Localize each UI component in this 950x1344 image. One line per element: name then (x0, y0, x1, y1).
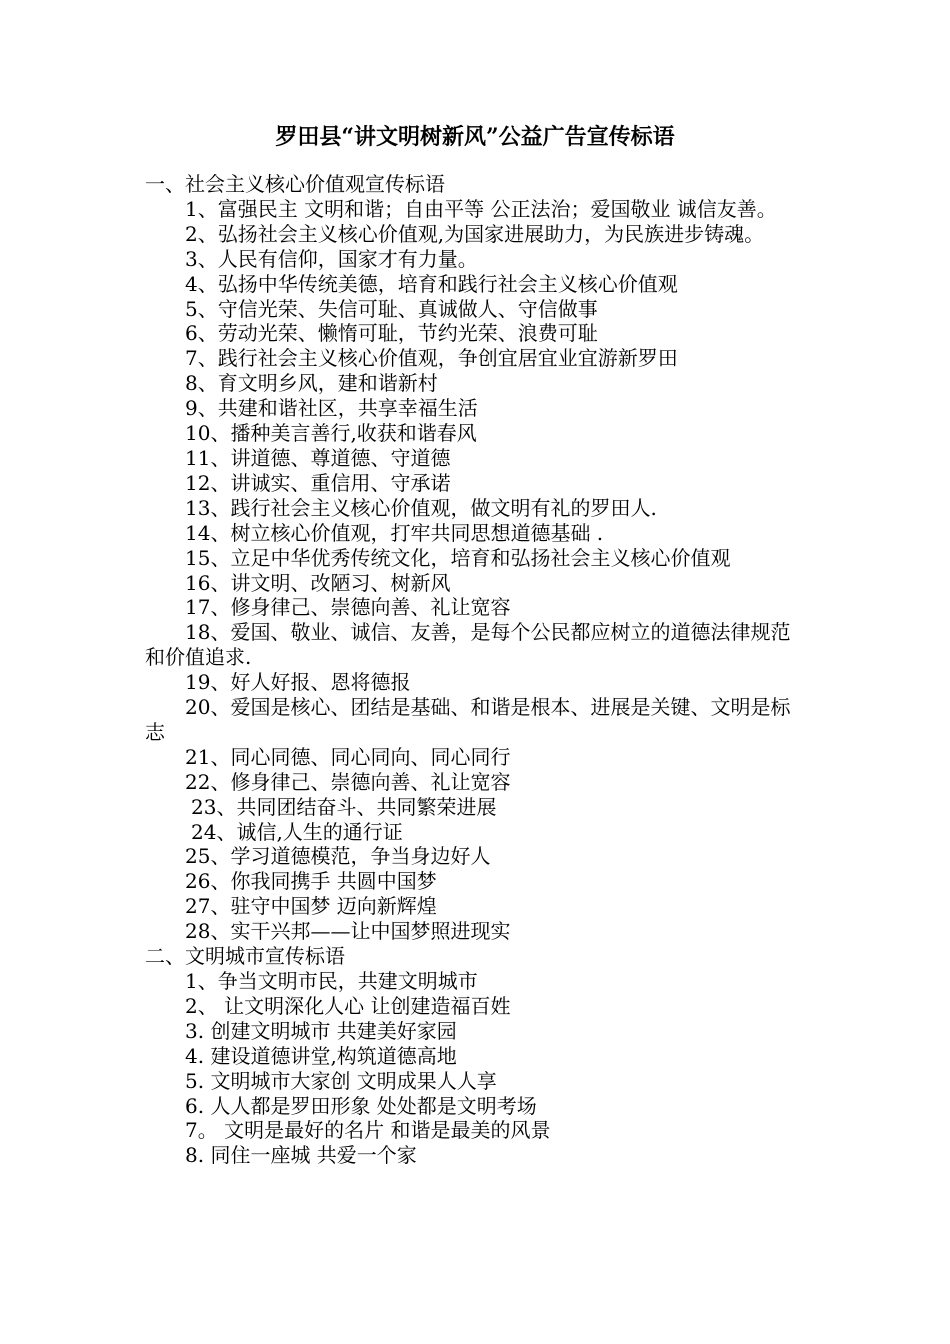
list-item: 3. 创建文明城市 共建美好家园 (185, 1018, 457, 1043)
list-item: 11、讲道德、尊道德、守道德 (185, 445, 451, 470)
document-body (145, 172, 810, 1168)
list-item: 21、同心同德、同心同向、同心同行 (185, 744, 511, 769)
list-item: 13、践行社会主义核心价值观，做文明有礼的罗田人. (185, 495, 657, 520)
list-item: 18、爱国、敬业、诚信、友善，是每个公民都应树立的道德法律规范和价值追求. (145, 620, 791, 670)
list-item: 8. 同住一座城 共爱一个家 (185, 1143, 417, 1168)
list-item: 24、诚信,人生的通行证 (191, 819, 403, 844)
list-item: 7。 文明是最好的名片 和谐是最美的风景 (185, 1118, 551, 1143)
list-item: 4、弘扬中华传统美德，培育和践行社会主义核心价值观 (185, 271, 678, 296)
list-item: 25、学习道德模范，争当身边好人 (185, 844, 491, 869)
list-item: 5、守信光荣、失信可耻、真诚做人、守信做事 (185, 296, 598, 321)
list-item: 12、讲诚实、重信用、守承诺 (185, 470, 451, 495)
list-item: 6. 人人都是罗田形象 处处都是文明考场 (185, 1093, 537, 1118)
list-item: 2、弘扬社会主义核心价值观,为国家进展助力，为民族进步铸魂。 (185, 221, 765, 246)
list-item: 28、实干兴邦——让中国梦照进现实 (185, 919, 511, 944)
list-item: 9、共建和谐社区，共享幸福生活 (185, 396, 478, 421)
section-heading: 一、社会主义核心价值观宣传标语 (145, 172, 445, 196)
list-item: 14、树立核心价值观，打牢共同思想道德基础 . (185, 520, 604, 545)
list-item: 10、播种美言善行,收获和谐春风 (185, 421, 477, 446)
list-item: 22、修身律己、崇德向善、礼让宽容 (185, 769, 511, 794)
list-item: 2、 让文明深化人心 让创建造福百姓 (185, 993, 511, 1018)
list-item: 7、践行社会主义核心价值观，争创宜居宜业宜游新罗田 (185, 346, 678, 371)
list-item: 1、富强民主 文明和谐；自由平等 公正法治；爱国敬业 诚信友善。 (185, 196, 777, 221)
list-item: 8、育文明乡风，建和谐新村 (185, 371, 438, 396)
list-item: 23、共同团结奋斗、共同繁荣进展 (191, 794, 497, 819)
list-item: 16、讲文明、改陋习、树新风 (185, 570, 451, 595)
document-title: 罗田县“讲文明树新风”公益广告宣传标语 (275, 124, 675, 150)
list-item: 15、立足中华优秀传统文化，培育和弘扬社会主义核心价值观 (185, 545, 731, 570)
list-item: 19、好人好报、恩将德报 (185, 670, 411, 695)
list-item: 26、你我同携手 共圆中国梦 (185, 869, 437, 894)
list-item: 17、修身律己、崇德向善、礼让宽容 (185, 595, 511, 620)
list-item: 3、人民有信仰，国家才有力量。 (185, 246, 478, 271)
section-heading: 二、文明城市宣传标语 (145, 944, 345, 969)
list-item: 1、争当文明市民，共建文明城市 (185, 969, 478, 993)
list-item: 5. 文明城市大家创 文明成果人人享 (185, 1068, 497, 1093)
list-item: 6、劳动光荣、懒惰可耻，节约光荣、浪费可耻 (185, 321, 598, 346)
list-item: 27、驻守中国梦 迈向新辉煌 (185, 894, 437, 919)
list-item: 20、爱国是核心、团结是基础、和谐是根本、进展是关键、文明是标志 (145, 695, 791, 744)
list-item: 4. 建设道德讲堂,构筑道德高地 (185, 1043, 457, 1068)
